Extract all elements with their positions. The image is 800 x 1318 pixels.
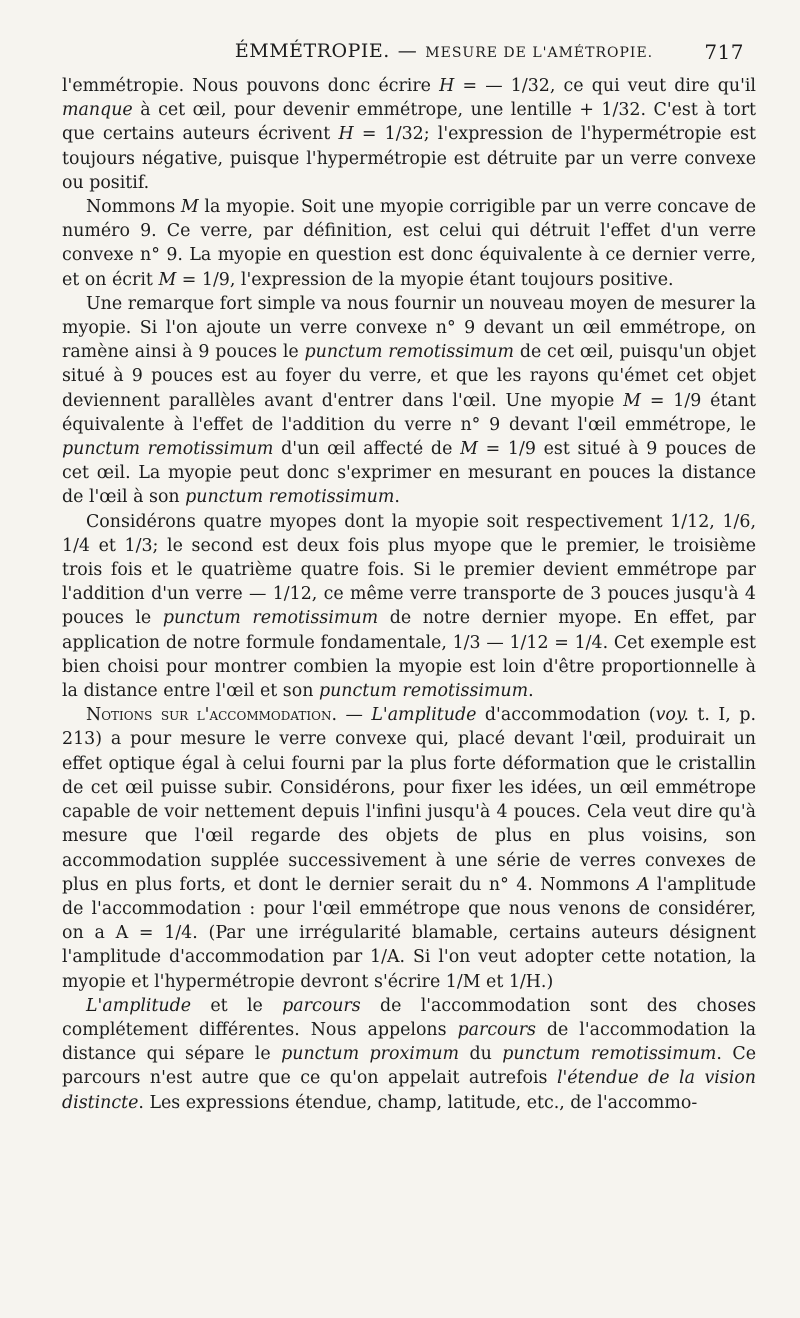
- text-body: [62, 74, 756, 1115]
- italic-run: parcours: [282, 995, 361, 1016]
- italic-run: A: [636, 874, 650, 895]
- italic-run: punctum remotissimum: [304, 342, 514, 363]
- italic-run: punctum remotissimum: [62, 439, 274, 460]
- small-caps-run: Notions sur l'accommodation.: [86, 705, 337, 726]
- text-run: .: [528, 681, 534, 702]
- text-run: de l'accommodation sont des choses complétement différentes. Nous appelons: [62, 995, 756, 1040]
- paragraph: [62, 195, 756, 292]
- text-run: —: [336, 705, 372, 726]
- text-run: = 1/9 est situé à 9 pouces de cet œil. La myopie peut donc s'exprimer en mesurant en pouces la distance de l'œil à son: [62, 439, 756, 508]
- italic-run: punctum remotissimum: [318, 681, 529, 702]
- italic-run: H: [439, 76, 455, 96]
- text-run: = 1/32; l'expression de l'hypermétropie est toujours négative, puisque l'hypermétropie est détruite par un verre convexe ou positif.: [62, 124, 757, 193]
- italic-run: manque: [62, 100, 133, 121]
- text-run: = — 1/32, ce qui veut dire qu'il: [454, 76, 756, 96]
- italic-run: punctum remotissimum: [162, 608, 379, 629]
- paragraph: [62, 703, 756, 993]
- italic-run: l'étendue de la vision distincte: [62, 1068, 756, 1113]
- paragraph: [62, 292, 756, 510]
- text-run: Une remarque fort simple va nous fournir un nouveau moyen de mesurer la myopie. Si l'on ajoute un verre convexe n° 9 devant un œil emmétrope, on ramène ainsi à 9 pouces le: [62, 293, 756, 363]
- italic-run: L'amplitude: [86, 995, 192, 1016]
- italic-run: H: [338, 124, 354, 145]
- text-run: = 1/9 étant équivalente à l'effet de l'addition du verre n° 9 devant l'œil emmétrope, le: [62, 390, 756, 435]
- header-title: ÉMMÉTROPIE.: [234, 40, 390, 62]
- text-run: Considérons quatre myopes dont la myopie soit respectivement 1/12, 1/6, 1/4 et 1/3; le second est deux fois plus myope que le premier, le troisième trois fois et le quatrième quatre fois. Si le premier devient emmétrope par l'addition d'un verre — 1/12, ce même verre transporte de 3 pouces jusqu'à 4 pouces le: [62, 511, 756, 629]
- text-run: de notre dernier myope. En effet, par application de notre formule fondamentale, 1/3 — 1/12 = 1/4. Cet exemple est bien choisi pour montrer combien la myopie est loin d'être proportionnelle à la distance entre l'œil et son: [62, 608, 756, 702]
- italic-run: voy.: [655, 705, 689, 726]
- text-run: l'emmétropie. Nous pouvons donc écrire: [62, 76, 440, 96]
- italic-run: M: [158, 269, 177, 290]
- text-run: = 1/9, l'expression de la myopie étant toujours positive.: [176, 269, 674, 290]
- italic-run: punctum remotissimum: [502, 1044, 717, 1065]
- text-run: à cet œil, pour devenir emmétrope, une lentille + 1/32. C'est à tort que certains auteurs écrivent: [62, 100, 756, 145]
- italic-run: L'amplitude: [371, 705, 477, 726]
- text-run: Nommons: [86, 197, 181, 218]
- text-run: . Les expressions étendue, champ, latitude, etc., de l'accommo-: [138, 1092, 698, 1113]
- text-run: d'un œil affecté de: [273, 439, 461, 460]
- italic-run: punctum proximum: [281, 1044, 460, 1065]
- text-run: .: [394, 487, 400, 508]
- paragraph: [62, 74, 756, 195]
- text-run: et le: [191, 995, 283, 1016]
- italic-run: parcours: [457, 1019, 536, 1040]
- running-title: [235, 40, 653, 62]
- paragraph: [62, 510, 756, 704]
- page-number: 717: [704, 40, 744, 64]
- header-subtitle: MESURE DE L'AMÉTROPIE.: [425, 45, 654, 61]
- text-run: t. I, p. 213) a pour mesure le verre convexe qui, placé devant l'œil, produirait un effet optique égal à celui fourni par la plus forte déformation que le cristallin de cet œil puisse subir. Considérons, pour fixer les idées, un œil emmétrope capable de voir nettement depuis l'infini jusqu'à 4 pouces. Cela veut dire qu'à mesure que l'œil regarde des objets de plus en plus voisins, son accommodation supplée successivement à une série de verres convexes de plus en plus forts, et dont le dernier serait du n° 4. Nommons: [62, 705, 756, 895]
- paragraph: [62, 994, 756, 1115]
- text-run: du: [459, 1044, 503, 1065]
- text-run: de cet œil, puisqu'un objet situé à 9 pouces est au foyer du verre, et que les rayons qu'émet cet objet deviennent parallèles avant d'entrer dans l'œil. Une myopie: [62, 342, 756, 411]
- text-run: de l'accommodation la distance qui sépare le: [62, 1019, 756, 1065]
- text-run: d'accommodation (: [476, 705, 656, 726]
- text-run: l'amplitude de l'accommodation : pour l'œil emmétrope que nous venons de considérer, on a A = 1/4. (Par une irrégularité blamable, certains auteurs désignent l'amplitude d'accommodation par 1/A. Si l'on veut adopter cette notation, la myopie et l'hypermétropie devront s'écrire 1/M et 1/H.): [62, 874, 756, 992]
- italic-run: punctum remotissimum: [185, 487, 395, 508]
- header-separator: —: [397, 40, 418, 62]
- italic-run: M: [623, 390, 641, 411]
- running-header: [62, 40, 756, 74]
- italic-run: M: [180, 197, 199, 218]
- text-run: . Ce parcours n'est autre que ce qu'on appelait autrefois: [62, 1044, 757, 1089]
- text-run: la myopie. Soit une myopie corrigible par un verre concave de numéro 9. Ce verre, par définition, est celui qui détruit l'effet d'un verre convexe n° 9. La myopie en question est donc équivalente à ce dernier verre, et on écrit: [62, 197, 756, 290]
- italic-run: M: [460, 439, 478, 460]
